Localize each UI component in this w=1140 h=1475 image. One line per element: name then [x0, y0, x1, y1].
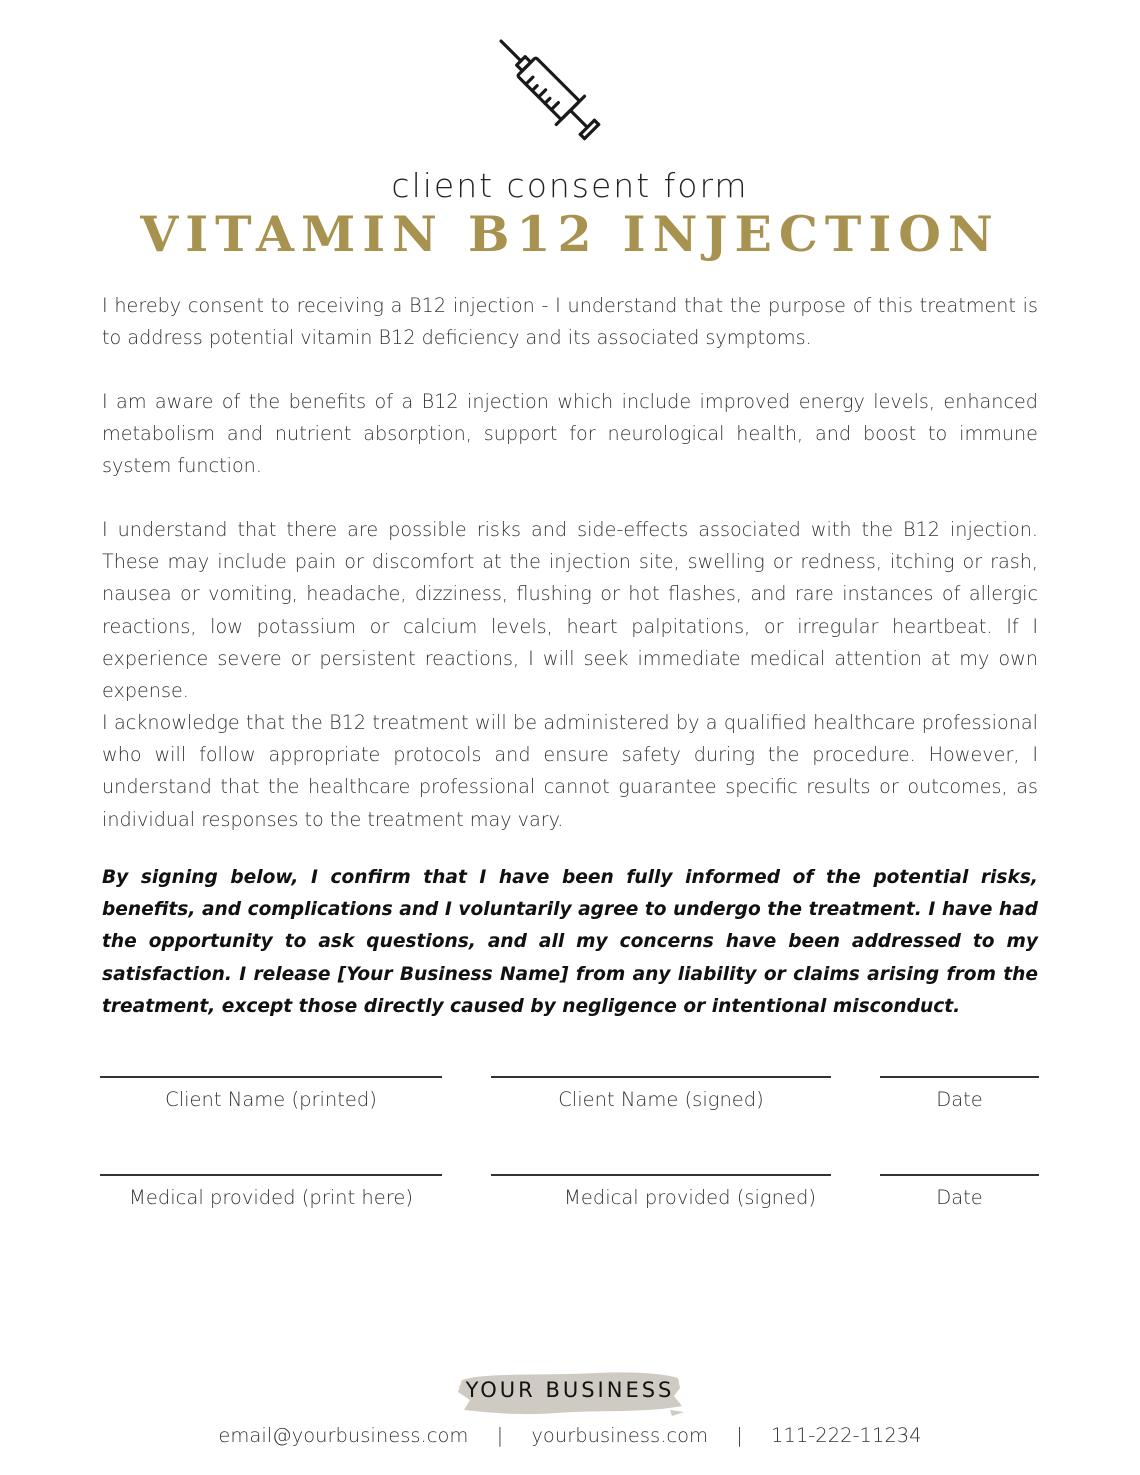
page-title: VITAMIN B12 INJECTION — [140, 205, 1000, 263]
paragraph-benefits: I am aware of the benefits of a B12 injection which include improved energy levels, enhanced metabolism and nutrient absorption, support for neurological health, and boost to immune system function. — [102, 390, 1038, 478]
paragraph-consent-statement: By signing below, I confirm that I have been fully informed of the potential risks, benefits, and complications and I voluntarily agree to undergo the treatment. I have had the opportunity to ask questions, and all my concerns have been addressed to my satisfaction. I release [Your Business Name] from any liability or claims arising from the treatment, except those directly caused by negligence or intentional misconduct. — [102, 867, 1038, 1017]
medical-date-line[interactable] — [880, 1174, 1039, 1176]
client-name-printed-line[interactable] — [100, 1076, 442, 1078]
client-name-printed-label: Client Name (printed) — [165, 1088, 377, 1111]
medical-signed-line[interactable] — [491, 1174, 831, 1176]
medical-signed-label: Medical provided (signed) — [564, 1186, 816, 1209]
email-link[interactable]: email@yourbusiness.com — [218, 1424, 469, 1447]
business-name: YOUR BUSINESS — [465, 1378, 675, 1402]
separator: | — [496, 1424, 504, 1447]
separator: | — [736, 1424, 743, 1447]
contact-info — [0, 1424, 1140, 1447]
paragraph-risks: I understand that there are possible risks and side-effects associated with the B12 injection. These may include pain or discomfort at the injection site, swelling or redness, itching or rash, nausea or vomiting, headache, dizziness, flushing or hot flashes, and rare instances of allergic reactions, low potassium or calcium levels, heart palpitations, or irregular heartbeat. If I experience severe or persistent reactions, I will seek immediate medical attention at my own expense. — [102, 518, 1038, 703]
medical-date-label: Date — [936, 1186, 983, 1209]
client-date-line[interactable] — [880, 1076, 1039, 1078]
form-subtitle: client consent form — [391, 166, 749, 205]
client-date-label: Date — [936, 1088, 983, 1111]
client-name-signed-line[interactable] — [491, 1076, 831, 1078]
medical-printed-label: Medical provided (print here) — [129, 1186, 413, 1209]
phone-number: 111-222-11234 — [771, 1424, 922, 1447]
paragraph-acknowledgement: I acknowledge that the B12 treatment will be administered by a qualified healthcare professional who will follow appropriate protocols and ensure safety during the procedure. However, I understand that the healthcare professional cannot guarantee specific results or outcomes, as individual responses to the treatment may vary. — [102, 711, 1038, 831]
medical-printed-line[interactable] — [100, 1174, 442, 1176]
paragraph-purpose: I hereby consent to receiving a B12 injection - I understand that the purpose of this treatment is to address potential vitamin B12 deficiency and its associated symptoms. — [102, 294, 1038, 350]
client-name-signed-label: Client Name (signed) — [558, 1088, 764, 1111]
website-link[interactable]: yourbusiness.com — [531, 1424, 709, 1447]
syringe-icon — [484, 24, 620, 160]
